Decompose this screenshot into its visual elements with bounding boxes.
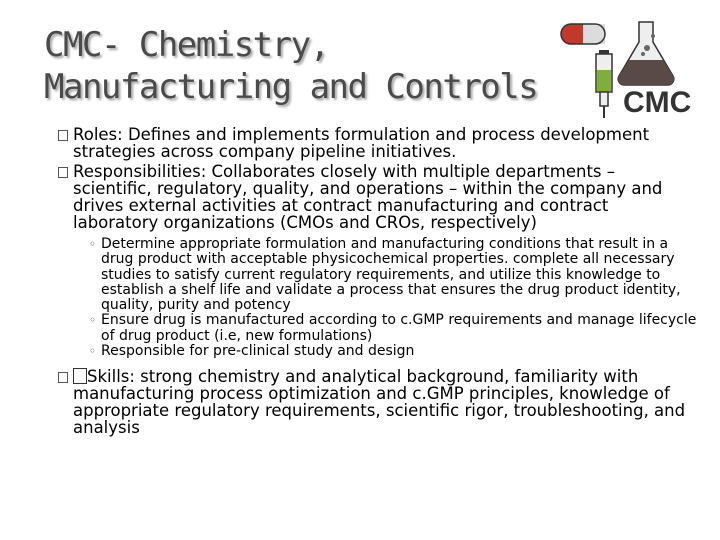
logo-text: CMC [623, 86, 692, 119]
title-line-1: CMC- Chemistry, [44, 25, 329, 65]
bullet-box-icon [58, 167, 68, 178]
bullet-roles [58, 126, 698, 160]
sub-bullet-item [91, 237, 698, 313]
sub-bullet-text: Ensure drug is manufactured according to c.GMP requirements and manage lifecycle of drug product (i.e, new formulations) [101, 312, 697, 344]
bullet-responsibilities-text: Responsibilities: Collaborates closely with multiple departments – scientific, regulatory, quality, and operations – within the company and drives external activities at contract manufacturing and contract laboratory organizations (CMOs and CROs, respectively) [73, 162, 663, 232]
bullet-skills-text: Skills: strong chemistry and analytical background, familiarity with manufacturing process optimization and c.GMP principles, knowledge of appropriate regulatory requirements, scientific rigor, troubleshooting, and analysis [73, 367, 686, 438]
sub-bullet-text: Responsible for pre-clinical study and design [101, 343, 415, 360]
title-line-2: Manufacturing and Controls [44, 67, 538, 107]
bullet-box-icon [58, 130, 68, 141]
sub-bullet-item [91, 313, 698, 344]
bullet-skills [58, 368, 698, 436]
sub-bullet-list [91, 237, 698, 359]
slide-title [44, 24, 564, 108]
syringe-icon [596, 50, 612, 118]
ring-bullet-icon: ◦ [89, 344, 97, 359]
missing-glyph-icon [73, 368, 87, 384]
flask-icon [618, 22, 674, 85]
sub-bullet-item [91, 344, 698, 359]
ring-bullet-icon: ◦ [89, 237, 97, 251]
ring-bullet-icon: ◦ [89, 313, 97, 328]
bullet-box-icon [58, 372, 68, 383]
sub-bullet-text: Determine appropriate formulation and manufacturing conditions that result in a drug product with acceptable physicochemical properties. complete all necessary studies to satisfy current regulatory requirements, and utilize this knowledge to establish a shelf life and validate a process that ensures the drug product identity, quality, purity and potency [101, 236, 681, 314]
bullet-roles-text: Roles: Defines and implements formulation and process development strategies across company pipeline initiatives. [73, 125, 650, 161]
pill-icon [561, 24, 605, 44]
bullet-responsibilities [58, 163, 698, 231]
bullet-list [58, 126, 698, 436]
cmc-logo [555, 20, 705, 120]
